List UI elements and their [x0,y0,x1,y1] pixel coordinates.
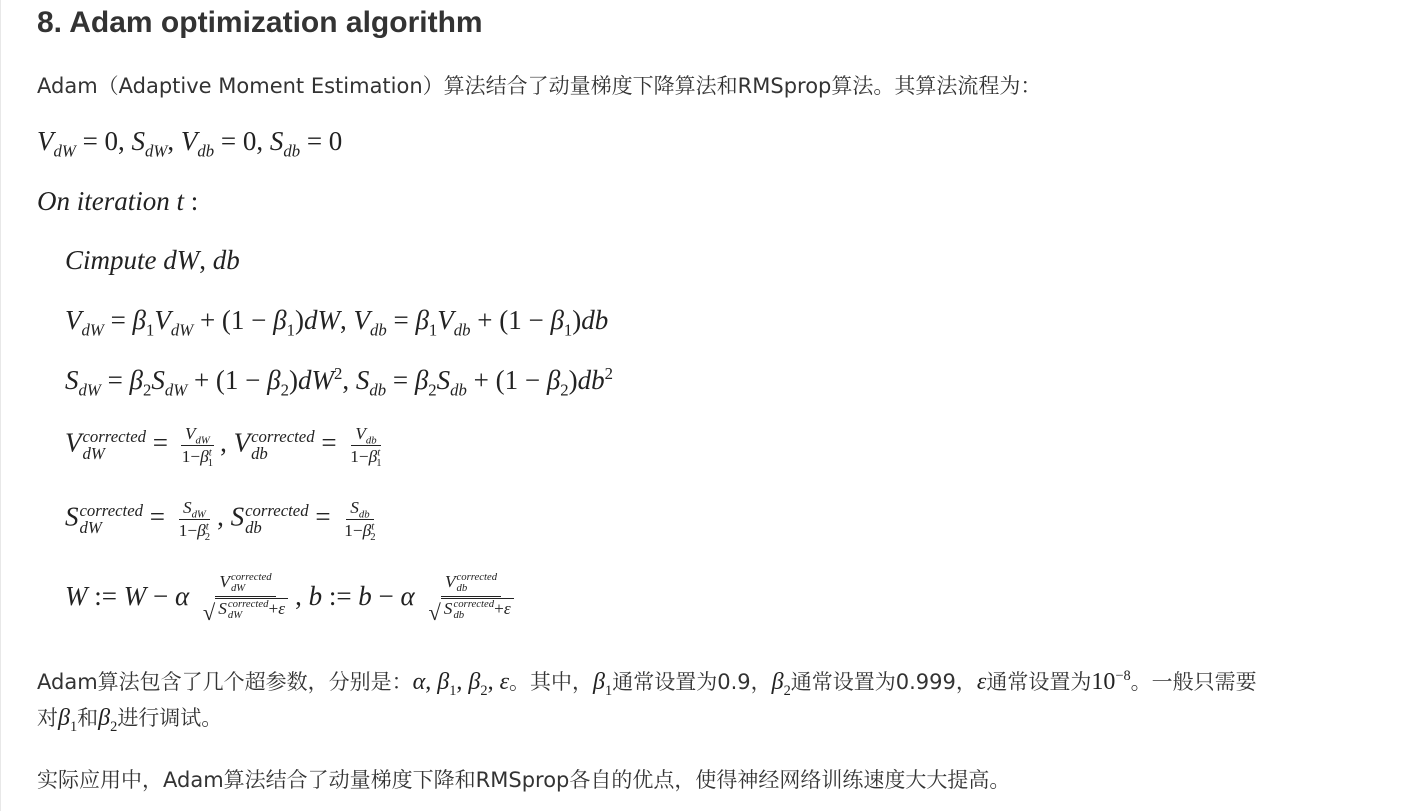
conclusion-paragraph: 实际应用中，Adam算法结合了动量梯度下降和RMSprop各自的优点，使得神经网络训练速度大大提高。 [37,768,1011,792]
hyper-text-6: 。一般只需要 [1130,670,1257,694]
hyper-text-4: 通常设置为0.999， [790,670,977,694]
intro-paragraph: Adam（Adaptive Moment Estimation）算法结合了动量梯度下降算法和RMSprop算法。其算法流程为： [37,74,1042,98]
math-inline-params: α, $\beta_1$, $\beta_2$, ε [412,669,510,699]
math-rmsprop: $S_{dW} = \beta_2S_{dW} + (1 - \beta_2)dW^2$, $S_{db} = \beta_2S_{db} + (1 - \beta_2)db^2$ [65,364,614,400]
math-v-corrected: V corrected dW = $\frac{V_{dW}}{1-\beta^t_1}$ , V corrected db = $\frac{V_{db}}{1-\beta^t_1}$ [65,424,382,470]
hyper-text-1: Adam算法包含了几个超参数，分别是： [37,670,413,694]
math-compute: Cimpute dW, db [65,245,240,275]
math-inline-epsilon: ε [976,669,987,695]
math-iteration: On iteration t : [37,186,199,216]
math-inline-beta1: $\beta_1$ [593,669,613,699]
hyper-text-8: 和 [77,706,99,730]
math-momentum: $V_{dW} = \beta_1V_{dW} + (1 - \beta_1)dW$, $V_{db} = \beta_1V_{db} + (1 - \beta_1)db$ [65,305,609,340]
hyperparam-paragraph [37,664,1397,736]
section-heading: 8. Adam optimization algorithm [37,6,483,39]
hyper-text-5: 通常设置为 [986,670,1092,694]
math-inline-beta2b: $\beta_2$ [98,705,118,735]
hyper-text-3: 通常设置为0.9， [612,670,772,694]
math-inline-beta1b: $\beta_1$ [58,705,78,735]
hyper-text-7: 对 [37,706,58,730]
hyper-text-2: 。其中， [509,670,594,694]
math-inline-power: $10^{-8}$ [1091,668,1131,695]
math-init: $V_{dW} = 0$, $S_{dW}$, $V_{db} = 0$, $S_{db} = 0$ [37,126,343,161]
math-update: W := W − α V corrected dW √ S corrected dW +ε , b := b − α V corrected db √ S corrected db +ε [65,572,521,626]
hyper-text-9: 进行调试。 [117,706,223,730]
math-inline-beta2: $\beta_2$ [771,669,791,699]
math-s-corrected: S corrected dW = $\frac{S_{dW}}{1-\beta^t_2}$ , S corrected db = $\frac{S_{db}}{1-\beta^t_2}$ [65,498,376,544]
